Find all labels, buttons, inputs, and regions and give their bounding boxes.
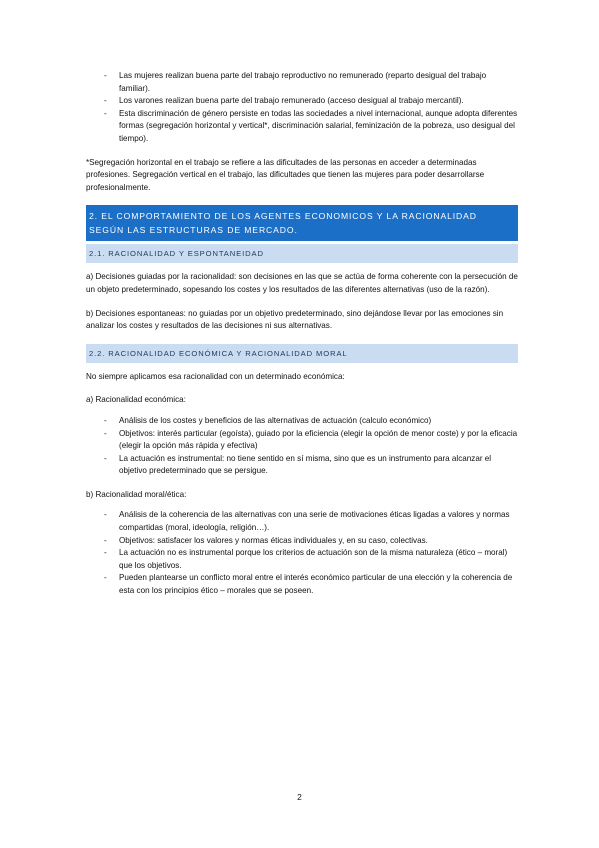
list-item-text: Las mujeres realizan buena parte del trabajo reproductivo no remunerado (reparto desigual del trabajo familiar). [119,71,487,93]
list-item-text: La actuación no es instrumental porque los criterios de actuación son de la misma naturaleza (ético – moral) que los objetivos. [119,548,508,570]
list-item-text: Análisis de los costes y beneficios de las alternativas de actuación (calculo económico) [119,415,432,425]
bullet-dash: - [104,548,107,558]
list-item-text: Análisis de la coherencia de las alternativas con una serie de motivaciones éticas ligadas a valores y normas compartidas (moral, ideología, religión…). [119,510,510,533]
list-item-text: Pueden plantearse un conflicto moral entre el interés económico particular de una elección y la coherencia de esta con los principios ético – morales que se poseen. [119,573,513,596]
list-item [86,95,518,108]
list-item-text: La actuación es instrumental: no tiene sentido en sí misma, sino que es un instrumento para alcanzar el objetivo predeterminado que se persigue. [119,453,492,476]
bullet-list-economica [86,415,518,478]
list-item [86,415,518,428]
list-item [86,453,518,478]
list-item [86,70,518,95]
footnote-paragraph: *Segregación horizontal en el trabajo se refiere a las dificultades de las personas en acceder a determinadas profesiones. Segregación vertical en el trabajo, las dificultades que tienen las mujeres para poder desarrollarse profesionalmente. [86,157,485,192]
list-item [86,428,518,453]
bullet-list-moral [86,509,518,597]
paragraph-decisiones-racionales: a) Decisiones guiadas por la racionalidad: son decisiones en las que se actúa de forma coherente con la persecución de un objeto predeterminado, sopesando los costes y los resultados de las diferentes alternativas (uso de la razón). [86,272,518,294]
bullet-dash: - [104,415,107,425]
section-2-2-heading: 2.2. RACIONALIDAD ECONÓMICA Y RACIONALIDAD MORAL [86,344,518,363]
section-2-1-heading: 2.1. RACIONALIDAD Y ESPONTANEIDAD [86,244,518,263]
label-racionalidad-moral: b) Racionalidad moral/ética: [86,489,187,499]
list-item [86,572,518,597]
list-item [86,509,518,534]
section-2-heading: 2. EL COMPORTAMIENTO DE LOS AGENTES ECONOMICOS Y LA RACIONALIDAD SEGÚN LAS ESTRUCTURAS DE MERCADO. [86,205,518,241]
bullet-dash: - [104,96,107,106]
page-number: 2 [297,792,302,802]
bullet-list-top [86,70,518,146]
bullet-dash: - [104,573,107,583]
list-item [86,535,518,548]
bullet-dash: - [104,510,107,520]
bullet-dash: - [104,535,107,545]
paragraph-decisiones-espontaneas: b) Decisiones espontaneas: no guiadas por un objetivo predeterminado, sino dejándose llevar por las emociones sin analizar los costes y resultados de las decisiones ni sus alternativas. [86,308,504,331]
bullet-dash: - [104,71,107,80]
label-racionalidad-economica: a) Racionalidad económica: [86,395,186,405]
list-item-text: Objetivos: interés particular (egoísta), guiado por la eficiencia (elegir la opción de menor coste) y por la eficacia (elegir la opción más rápida y efectiva) [119,428,518,451]
bullet-dash: - [104,108,107,118]
list-item-text: Objetivos: satisfacer los valores y normas éticas individuales y, en su caso, colectivas. [119,535,428,545]
bullet-dash: - [104,428,107,438]
paragraph-intro-racionalidad: No siempre aplicamos esa racionalidad con un determinado económica: [86,371,345,381]
bullet-dash: - [104,453,107,463]
list-item [86,547,518,572]
list-item [86,108,518,146]
list-item-text: Esta discriminación de género persiste en todas las sociedades a nivel internacional, aunque adopta diferentes formas (segregación horizontal y vertical*, discriminación salarial, feminización de la pobreza, uso desigual del tiempo). [119,108,518,143]
list-item-text: Los varones realizan buena parte del trabajo remunerado (acceso desigual al trabajo mercantil). [119,96,464,106]
page-content [86,70,518,598]
